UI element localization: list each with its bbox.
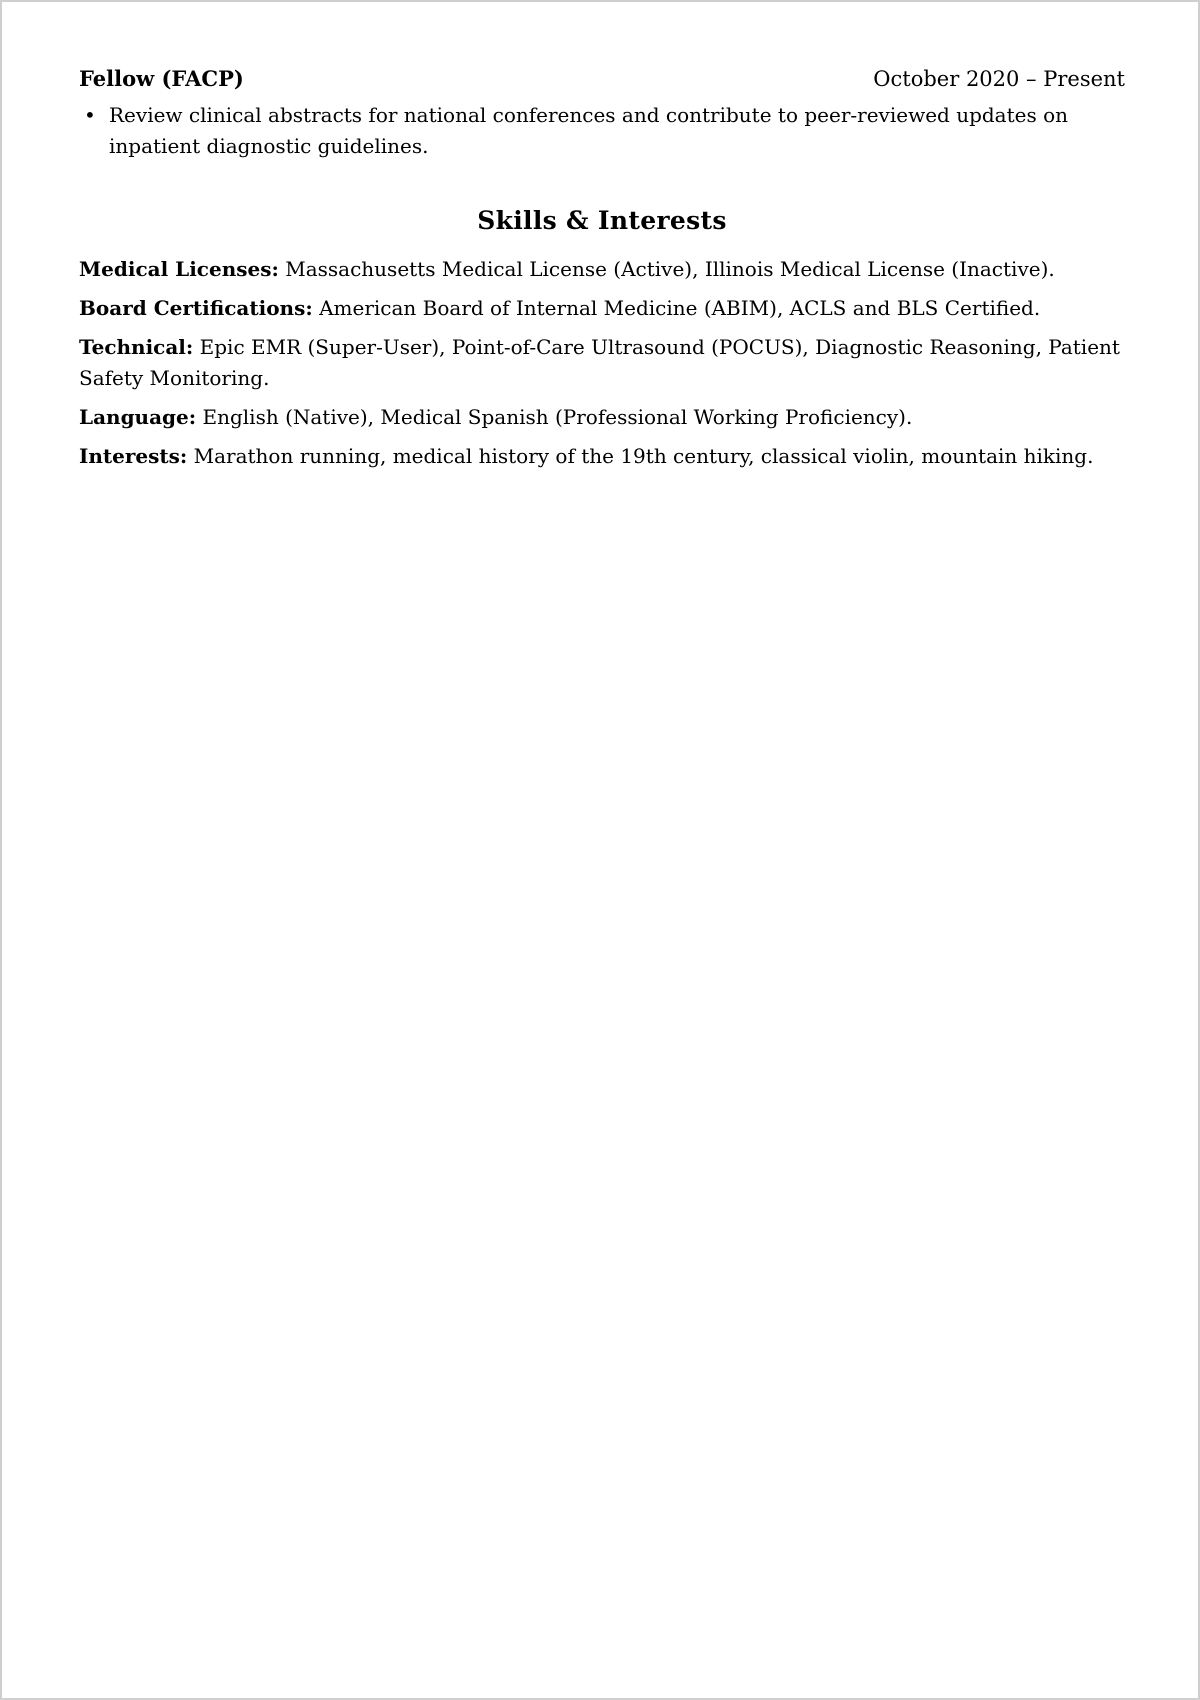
- skill-label: Interests:: [79, 444, 188, 468]
- skill-text: English (Native), Medical Spanish (Professional Working Proficiency).: [196, 405, 913, 429]
- skill-text: Marathon running, medical history of the 19th century, classical violin, mountain hiking.: [187, 444, 1094, 468]
- skill-text: American Board of Internal Medicine (ABIM), ACLS and BLS Certified.: [312, 296, 1041, 320]
- skill-line-technical: [79, 332, 1125, 394]
- skills-section-heading: Skills & Interests: [477, 206, 727, 235]
- role-bullet-list: [79, 100, 1125, 162]
- role-title: Fellow (FACP): [79, 66, 244, 91]
- role-dates: October 2020 – Present: [873, 67, 1125, 91]
- bullet-dot-icon: •: [84, 103, 96, 127]
- skill-label: Language:: [79, 405, 197, 429]
- role-bullet: [84, 100, 1125, 162]
- skill-label: Medical Licenses:: [79, 257, 279, 281]
- skill-line-language: [79, 402, 1125, 433]
- skill-line-medical-licenses: [79, 254, 1125, 285]
- skill-label: Technical:: [79, 335, 194, 359]
- skill-text: Epic EMR (Super-User), Point-of-Care Ultrasound (POCUS), Diagnostic Reasoning, Patient Safety Monitoring.: [79, 335, 1120, 390]
- skill-text: Massachusetts Medical License (Active), Illinois Medical License (Inactive).: [278, 257, 1055, 281]
- skill-label: Board Certifications:: [79, 296, 313, 320]
- role-bullet-text: Review clinical abstracts for national conferences and contribute to peer-reviewed updates on inpatient diagnostic guidelines.: [109, 103, 1069, 158]
- skill-line-board-certifications: [79, 293, 1125, 324]
- skill-line-interests: [79, 441, 1125, 472]
- resume-content: [79, 62, 1125, 480]
- experience-role-header: [79, 62, 1125, 96]
